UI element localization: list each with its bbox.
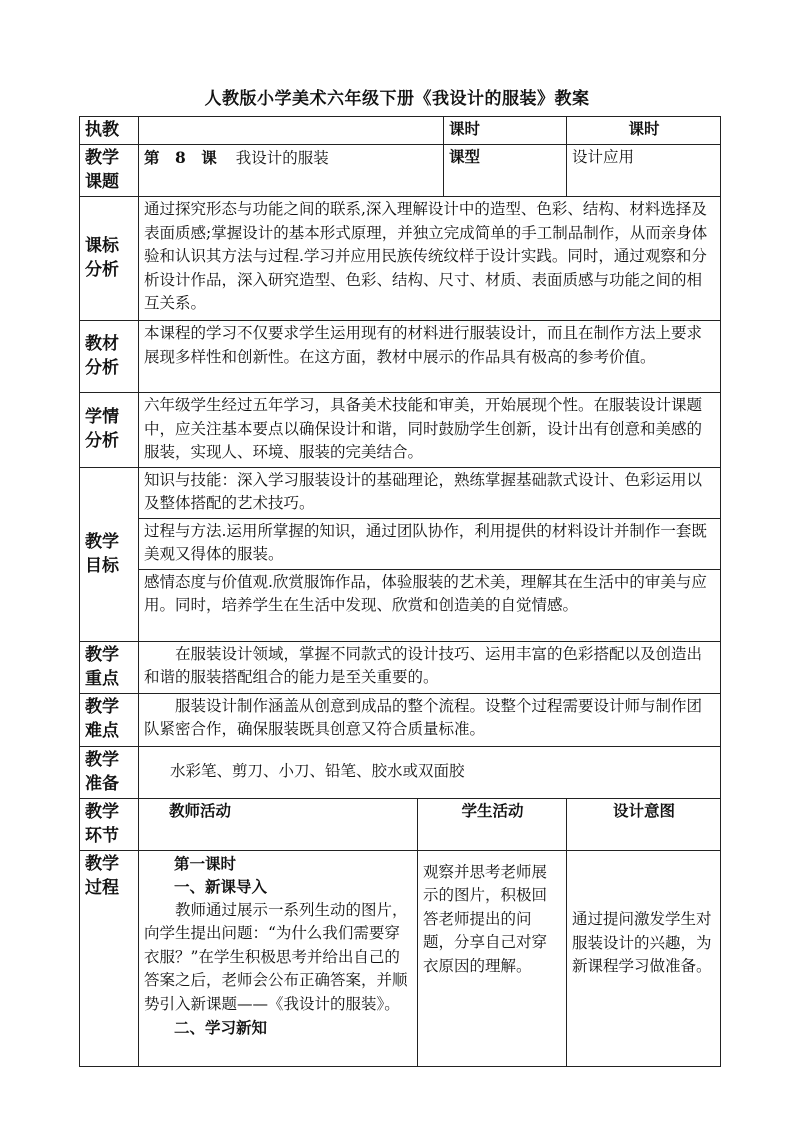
- row-difficulties: [80, 693, 721, 746]
- curriculum-text: 通过探究形态与功能之间的联系,深入理解设计中的造型、色彩、结构、材料选择及表面质感;掌握设计的基本形式原理，并独立完成简单的手工制品制作，从而亲身体验和认识其方法与过程.学习并应用民族传统纹样于设计实践。同时，通过观察和分析设计作品，深入研究造型、色彩、结构、尺寸、材质、表面质感与功能之间的相互关系。: [139, 197, 721, 321]
- row-key-points: [80, 641, 721, 693]
- student-activity-text: [418, 850, 567, 1066]
- header-teacher-activity: 教师活动: [139, 798, 418, 850]
- label-objectives: 教学目标: [80, 467, 139, 641]
- label-curriculum: 课标分析: [80, 197, 139, 321]
- label-students: 学情分析: [80, 393, 139, 468]
- row-topic: [80, 145, 721, 197]
- label-process: 教学过程: [80, 850, 139, 1066]
- key-points-text: 在服装设计领域，掌握不同款式的设计技巧、运用丰富的色彩搭配以及创造出和谐的服装搭配组合的能力是至关重要的。: [139, 641, 721, 693]
- label-lesson-type: 课型: [444, 145, 567, 197]
- row-textbook: [80, 321, 721, 393]
- label-teacher: 执教: [80, 117, 139, 145]
- row-students: [80, 393, 721, 468]
- objective-process: 过程与方法.运用所掌握的知识，通过团队协作，利用提供的材料设计并制作一套既美观又得体的服装。: [139, 518, 721, 569]
- header-design-intent: 设计意图: [567, 798, 721, 850]
- label-difficulties: 教学难点: [80, 693, 139, 746]
- process-teacher-cell: [139, 850, 418, 1066]
- label-topic: 教学课题: [80, 145, 139, 197]
- design-intent-text: [567, 850, 721, 1066]
- topic-value: [139, 145, 444, 197]
- row-process: [80, 850, 721, 1066]
- objective-attitude: 感情态度与价值观.欣赏服饰作品，体验服装的艺术美，理解其在生活中的审美与应用。同时，培养学生在生活中发现、欣赏和创造美的自觉情感。: [139, 569, 721, 641]
- teacher-activity-text: 教师通过展示一系列生动的图片，向学生提出问题：“为什么我们需要穿衣服？”在学生积极思考并给出自己的答案之后，老师会公布正确答案，并顺势引入新课题——《我设计的服装》。: [144, 900, 408, 1013]
- header-student-activity: 学生活动: [418, 798, 567, 850]
- students-text: 六年级学生经过五年学习，具备美术技能和审美，开始展现个性。在服装设计课题中，应关注基本要点以确保设计和谐，同时鼓励学生创新，设计出有创意和美感的服装，实现人、环境、服装的完美结合。: [139, 393, 721, 468]
- objective-knowledge: 知识与技能：深入学习服装设计的基础理论，熟练掌握基础款式设计、色彩运用以及整体搭配的艺术技巧。: [139, 467, 721, 518]
- header-period-2: 课时: [567, 117, 721, 145]
- period-heading: 第一课时: [174, 853, 237, 873]
- preparation-text: 水彩笔、剪刀、小刀、铅笔、胶水或双面胶: [139, 746, 721, 798]
- difficulties-text: 服装设计制作涵盖从创意到成品的整个流程。设整个过程需要设计师与制作团队紧密合作，确保服装既具创意又符合质量标准。: [139, 693, 721, 746]
- row-objective-1: [80, 467, 721, 518]
- lesson-type-value: 设计应用: [567, 145, 721, 197]
- label-key-points: 教学重点: [80, 641, 139, 693]
- row-curriculum: [80, 197, 721, 321]
- header-period: 课时: [444, 117, 567, 145]
- row-objective-3: [80, 569, 721, 641]
- row-teacher: [80, 117, 721, 145]
- teacher-value: [139, 117, 444, 145]
- lesson-plan-table: [79, 116, 721, 1067]
- textbook-text: 本课程的学习不仅要求学生运用现有的材料进行服装设计，而且在制作方法上要求展现多样性和创新性。在这方面，教材中展示的作品具有极高的参考价值。: [139, 321, 721, 393]
- section-intro-heading: 一、新课导入: [174, 877, 268, 896]
- design-intent-content: 通过提问激发学生对服装设计的兴趣，为新课程学习做准备。: [572, 910, 712, 976]
- row-stages-header: [80, 798, 721, 850]
- label-stages: 教学环节: [80, 798, 139, 850]
- student-activity-content: 观察并思考老师展示的图片，积极回答老师提出的问题，分享自己对穿衣原因的理解。: [423, 862, 548, 975]
- row-preparation: [80, 746, 721, 798]
- label-textbook: 教材分析: [80, 321, 139, 393]
- lesson-number: 第 8 课: [144, 148, 217, 167]
- label-preparation: 教学准备: [80, 746, 139, 798]
- lesson-name: 我设计的服装: [235, 149, 329, 167]
- section-new-knowledge-heading: 二、学习新知: [174, 1018, 268, 1037]
- row-objective-2: [80, 518, 721, 569]
- document-title: 人教版小学美术六年级下册《我设计的服装》教案: [204, 89, 590, 109]
